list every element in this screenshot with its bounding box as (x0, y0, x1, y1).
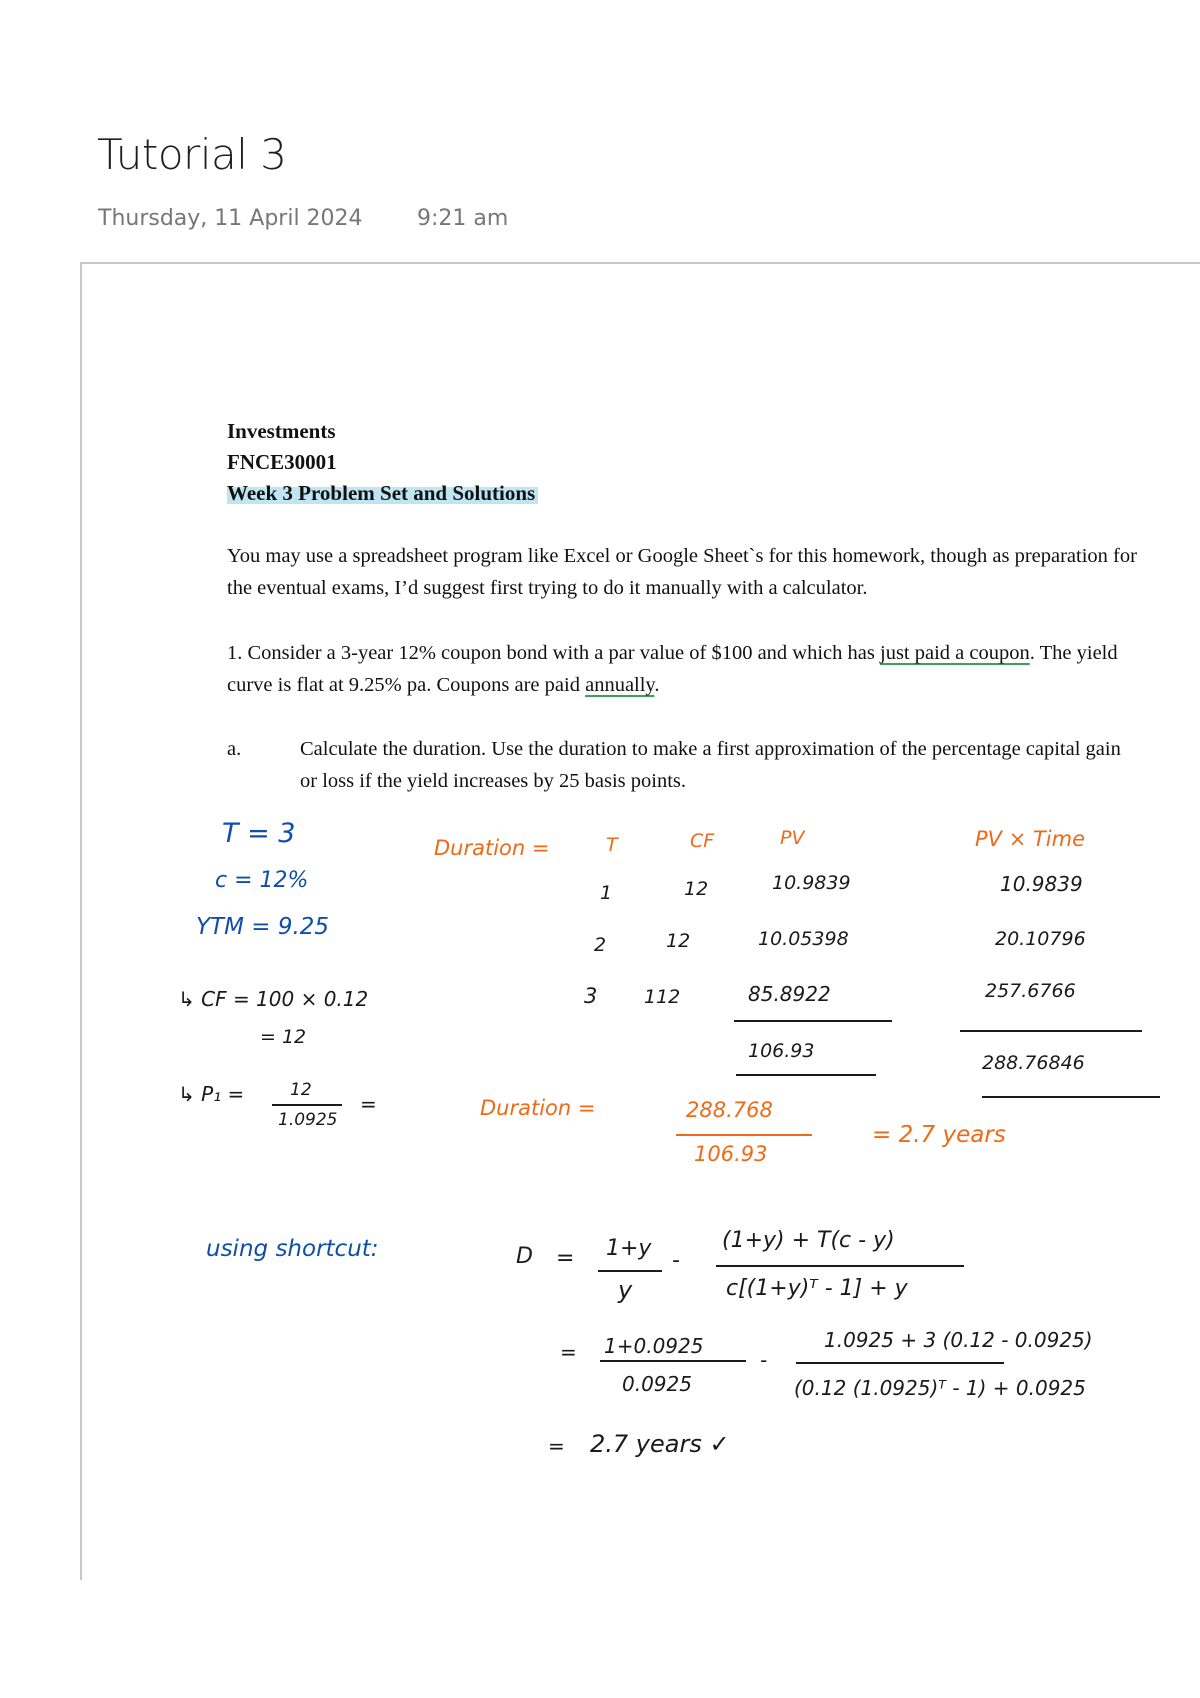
substituted-equals: = (560, 1340, 577, 1364)
p1-fraction-bar (272, 1104, 342, 1106)
row2-pv: 10.05398 (758, 928, 849, 950)
question-1 (227, 637, 1142, 701)
substituted-num1: 1+0.0925 (604, 1334, 704, 1358)
p1-equals: = (360, 1092, 377, 1116)
cf-calc-line2: = 12 (260, 1026, 307, 1048)
substituted-den1: 0.0925 (622, 1372, 692, 1396)
q1-text-start: 1. Consider a 3-year 12% coupon bond with a par value of $100 and which has (227, 642, 880, 664)
q1-underlined-coupon: just paid a coupon (880, 642, 1030, 664)
q1-text-middle: . The yield curve is flat at 9.25% pa. Coupons are paid (227, 642, 1118, 696)
row2-cf: 12 (666, 930, 691, 952)
q1a-text: Calculate the duration. Use the duration to make a first approximation of the percentage capital gain or loss if the yield increases by 25 basis points. (300, 738, 1121, 792)
duration-result: = 2.7 years (872, 1122, 1006, 1148)
shortcut-label: using shortcut: (206, 1236, 379, 1262)
given-coupon: c = 12% (215, 868, 309, 893)
given-T: T = 3 (222, 818, 296, 849)
p1-denominator: 1.0925 (278, 1110, 338, 1130)
row3-pv: 85.8922 (748, 982, 831, 1006)
course-name: Investments (227, 419, 336, 443)
formula-equals: = (556, 1246, 575, 1271)
p1-label: ↳ P₁ = (178, 1082, 245, 1106)
row1-t: 1 (600, 882, 613, 904)
intro-paragraph: You may use a spreadsheet program like Excel or Google Sheet`s for this homework, though as preparation for the eventual exams, I’d suggest first trying to do it manually with a calculator. (227, 545, 1137, 599)
duration-fraction-bar (676, 1134, 812, 1136)
col-header-t: T (606, 834, 618, 856)
given-ytm: YTM = 9.25 (196, 914, 330, 940)
formula-bar2 (716, 1265, 964, 1267)
formula-num2: (1+y) + T(c - y) (722, 1228, 895, 1253)
formula-d: D (516, 1244, 533, 1269)
cf-calc-line1: ↳ CF = 100 × 0.12 (178, 987, 369, 1011)
row3-cf: 112 (644, 986, 681, 1008)
substituted-num2: 1.0925 + 3 (0.12 - 0.0925) (824, 1328, 1093, 1352)
q1-underlined-annually: annually (585, 674, 655, 696)
duration-numerator: 288.768 (686, 1098, 773, 1122)
substituted-bar2 (796, 1362, 1004, 1364)
row1-pv: 10.9839 (772, 872, 851, 894)
formula-num1: 1+y (606, 1236, 652, 1261)
row3-t: 3 (584, 984, 598, 1008)
col-header-pv: PV (780, 827, 805, 849)
total-pv: 106.93 (748, 1040, 815, 1062)
pvt-sum-line (960, 1030, 1142, 1032)
row2-pv-time: 20.10796 (995, 928, 1086, 950)
total-pv-underline (736, 1074, 876, 1076)
row1-cf: 12 (684, 878, 709, 900)
pv-sum-line (734, 1020, 892, 1022)
document-header (227, 416, 538, 509)
col-header-pv-time: PV × Time (975, 827, 1086, 851)
formula-den1: y (618, 1276, 633, 1304)
row3-pv-time: 257.6766 (985, 980, 1076, 1002)
formula-bar1 (598, 1270, 662, 1272)
total-pv-time: 288.76846 (982, 1052, 1085, 1074)
result-equals: = (548, 1434, 565, 1458)
p1-numerator: 12 (290, 1080, 312, 1100)
row1-pv-time: 10.9839 (1000, 872, 1083, 896)
duration-calc-label: Duration = (480, 1096, 596, 1120)
page-time: 9:21 am (417, 206, 509, 231)
substituted-minus: - (760, 1348, 768, 1372)
problem-set-heading: Week 3 Problem Set and Solutions (227, 481, 538, 505)
page-date: Thursday, 11 April 2024 (98, 206, 363, 231)
course-code: FNCE30001 (227, 450, 337, 474)
col-header-cf: CF (690, 830, 715, 852)
formula-minus: - (672, 1248, 680, 1273)
final-result: 2.7 years ✓ (590, 1430, 730, 1458)
substituted-bar1 (600, 1360, 746, 1362)
duration-denominator: 106.93 (694, 1142, 768, 1166)
q1a-label: a. (227, 738, 242, 760)
page-title[interactable]: Tutorial 3 (97, 130, 287, 179)
total-pvt-underline (982, 1096, 1160, 1098)
substituted-den2: (0.12 (1.0925)ᵀ - 1) + 0.0925 (794, 1376, 1086, 1400)
row2-t: 2 (594, 934, 607, 956)
duration-table-label: Duration = (434, 836, 550, 860)
q1-text-end: . (654, 674, 660, 696)
formula-den2: c[(1+y)ᵀ - 1] + y (726, 1276, 908, 1301)
